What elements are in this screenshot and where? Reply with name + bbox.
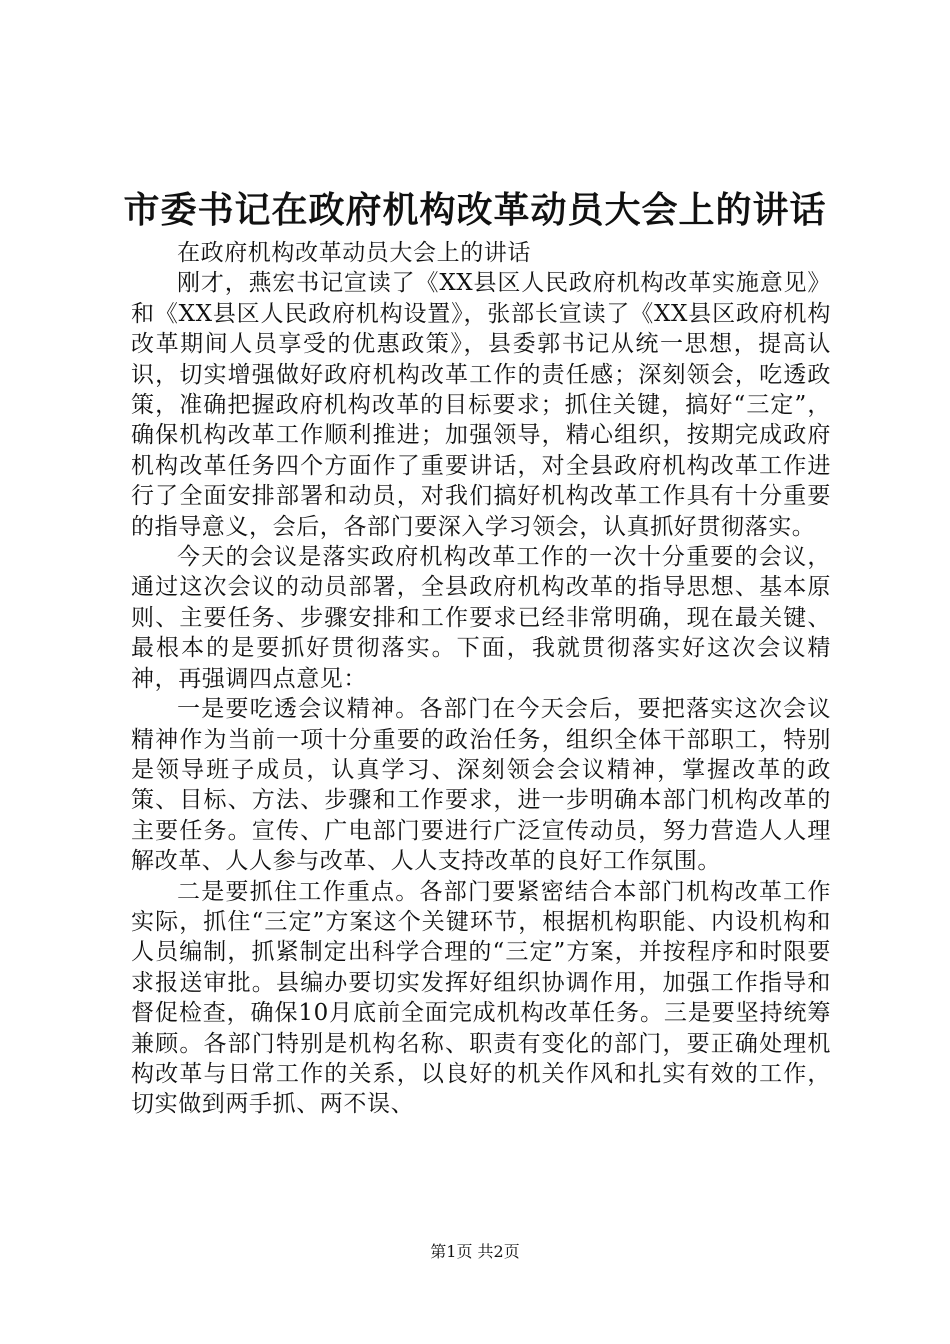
paragraph-2: 今天的会议是落实政府机构改革工作的一次十分重要的会议，通过这次会议的动员部署，全县政府机构改革的指导思想、基本原则、主要任务、步骤安排和工作要求已经非常明确，现在最关键、最根本的是要抓好贯彻落实。下面，我就贯彻落实好这次会议精神，再强调四点意见： [131,544,831,692]
paragraph-subtitle: 在政府机构改革动员大会上的讲话 [177,240,531,266]
paragraph-3: 一是要吃透会议精神。各部门在今天会后，要把落实这次会议精神作为当前一项十分重要的政治任务，组织全体干部职工，特别是领导班子成员，认真学习、深刻领会会议精神，掌握改革的政策、目标、方法、步骤和工作要求，进一步明确本部门机构改革的主要任务。宣传、广电部门要进行广泛宣传动员，努力营造人人理解改革、人人参与改革、人人支持改革的良好工作氛围。 [131,696,831,875]
paragraph-4: 二是要抓住工作重点。各部门要紧密结合本部门机构改革工作实际，抓住“三定”方案这个关键环节，根据机构职能、内设机构和人员编制，抓紧制定出科学合理的“三定”方案，并按程序和时限要求报送审批。县编办要切实发挥好组织协调作用，加强工作指导和督促检查，确保10月底前全面完成机构改革任务。三是要坚持统筹兼顾。各部门特别是机构名称、职责有变化的部门，要正确处理机构改革与日常工作的关系，以良好的机关作风和扎实有效的工作，切实做到两手抓、两不误、 [131,878,831,1118]
document-body [131,238,831,1120]
page-footer: 第1页 共2页 [430,1242,520,1261]
document-title: 市委书记在政府机构改革动员大会上的讲话 [123,189,827,231]
paragraph-1: 刚才，燕宏书记宣读了《XX县区人民政府机构改革实施意见》和《XX县区人民政府机构设置》，张部长宣读了《XX县区政府机构改革期间人员享受的优惠政策》，县委郭书记从统一思想，提高认识，切实增强做好政府机构改革工作的责任感；深刻领会，吃透政策，准确把握政府机构改革的目标要求；抓住关键，搞好“三定”，确保机构改革工作顺利推进；加强领导，精心组织，按期完成政府机构改革任务四个方面作了重要讲话，对全县政府机构改革工作进行了全面安排部署和动员，对我们搞好机构改革工作具有十分重要的指导意义，会后，各部门要深入学习领会，认真抓好贯彻落实。 [131,270,831,540]
